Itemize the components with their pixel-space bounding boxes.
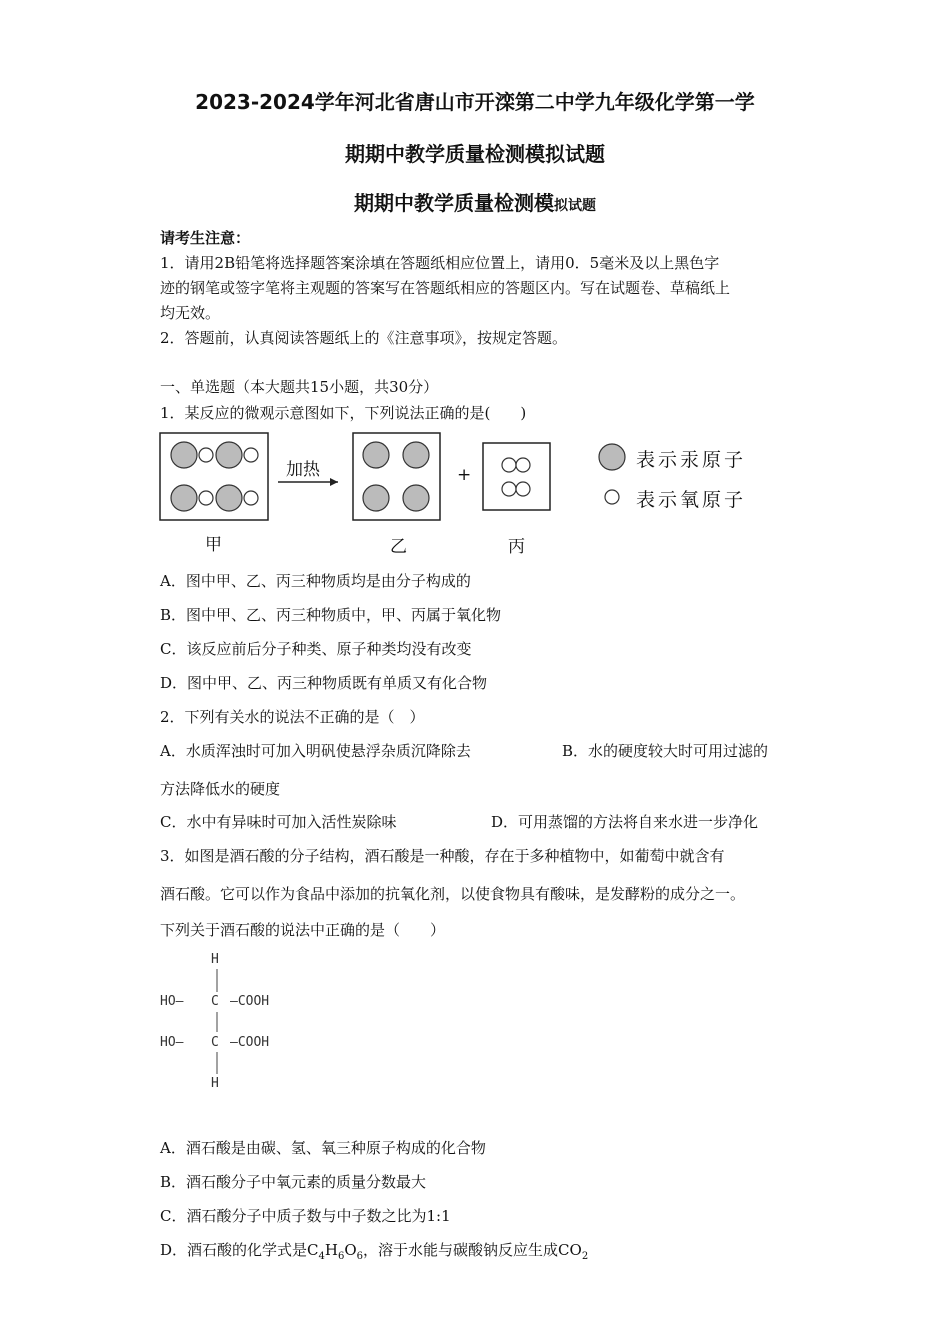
hg-atom xyxy=(216,485,242,511)
legend-hg-icon xyxy=(599,444,625,470)
q1-option-c: C．该反应前后分子种类、原子种类均没有改变 xyxy=(160,640,472,658)
tartaric-acid-structure xyxy=(158,950,298,1100)
label-yi: 乙 xyxy=(390,537,407,557)
q3-option-d-prefix: D．酒石酸的化学式是C xyxy=(160,1241,319,1259)
o-atom xyxy=(244,491,258,505)
q1-option-d: D．图中甲、乙、丙三种物质既有单质又有化合物 xyxy=(160,674,488,692)
legend-hg-label: 表示汞原子 xyxy=(636,449,747,471)
struct-row2-right: —COOH xyxy=(230,1035,270,1050)
q3-stem-line1: 3．如图是酒石酸的分子结构，酒石酸是一种酸，存在于多种植物中，如葡萄中就含有 xyxy=(160,847,725,865)
legend-o-icon xyxy=(605,490,619,504)
page-title-line3-main: 期期中教学质量检测模 xyxy=(354,191,554,215)
struct-row1-right: —COOH xyxy=(230,994,270,1009)
o-atom xyxy=(516,458,530,472)
q1-option-b: B．图中甲、乙、丙三种物质中，甲、丙属于氧化物 xyxy=(160,606,502,624)
struct-h-bottom: H xyxy=(211,1076,219,1091)
q2-option-c: C．水中有异味时可加入活性炭除味 xyxy=(160,813,397,831)
q2-option-a: A．水质浑浊时可加入明矾使悬浮杂质沉降除去 xyxy=(160,742,471,760)
q3-option-d-sub3: 6 xyxy=(356,1251,364,1262)
o-atom xyxy=(244,448,258,462)
q3-option-c: C．酒石酸分子中质子数与中子数之比为1:1 xyxy=(160,1207,451,1225)
hg-atom xyxy=(363,485,389,511)
q1-stem: 1．某反应的微观示意图如下，下列说法正确的是( ) xyxy=(160,404,527,422)
page-title-line2: 期期中教学质量检测模拟试题 xyxy=(345,142,605,166)
q3-option-d-sub4: 2 xyxy=(581,1251,589,1262)
q3-option-d xyxy=(160,1239,588,1262)
hg-atom xyxy=(363,442,389,468)
label-bing: 丙 xyxy=(508,537,525,557)
arrow-head xyxy=(330,478,338,486)
q3-option-d-suffix: ，溶于水能与碳酸钠反应生成CO xyxy=(363,1241,582,1259)
o-atom xyxy=(199,491,213,505)
arrow-label: 加热 xyxy=(286,460,320,480)
struct-row2-left: HO— xyxy=(160,1035,184,1050)
notice-item1-line1: 1．请用2B铅笔将选择题答案涂填在答题纸相应位置上，请用0．5毫米及以上黑色字 xyxy=(160,254,720,272)
page-title-line3 xyxy=(0,187,950,216)
page-title-line3-small: 拟试题 xyxy=(554,198,596,214)
notice-item1-line2: 迹的钢笔或签字笔将主观题的答案写在答题纸相应的答题区内。写在试题卷、草稿纸上 xyxy=(160,279,731,297)
q3-option-b: B．酒石酸分子中氧元素的质量分数最大 xyxy=(160,1173,427,1191)
q3-stem-line3: 下列关于酒石酸的说法中正确的是（ ） xyxy=(160,921,446,939)
o-atom xyxy=(516,482,530,496)
q1-option-a: A．图中甲、乙、丙三种物质均是由分子构成的 xyxy=(160,572,471,590)
q3-option-d-h: H xyxy=(324,1241,338,1259)
q3-option-d-sub1: 4 xyxy=(318,1251,325,1262)
notice-heading: 请考生注意： xyxy=(160,229,251,247)
struct-row2-c: C xyxy=(211,1035,219,1050)
struct-h-top: H xyxy=(211,952,219,967)
struct-row1-left: HO— xyxy=(160,994,184,1009)
hg-atom xyxy=(171,442,197,468)
section-heading: 一、单选题（本大题共15小题，共30分） xyxy=(160,378,439,396)
q3-option-d-sub2: 6 xyxy=(337,1251,345,1262)
plus-sign: + xyxy=(457,465,472,485)
notice-item2: 2．答题前，认真阅读答题纸上的《注意事项》，按规定答题。 xyxy=(160,329,568,347)
hg-atom xyxy=(171,485,197,511)
box-bing xyxy=(483,443,550,510)
q3-stem-line2: 酒石酸。它可以作为食品中添加的抗氧化剂，以使食物具有酸味，是发酵粉的成分之一。 xyxy=(160,885,746,903)
o-atom xyxy=(502,458,516,472)
hg-atom xyxy=(216,442,242,468)
hg-atom xyxy=(403,442,429,468)
page-title-line1: 2023-2024学年河北省唐山市开滦第二中学九年级化学第一学 xyxy=(195,90,755,114)
hg-atom xyxy=(403,485,429,511)
o-atom xyxy=(199,448,213,462)
label-jia: 甲 xyxy=(205,535,222,555)
notice-item1-line3: 均无效。 xyxy=(160,304,221,322)
legend-o-label: 表示氧原子 xyxy=(636,489,747,511)
q2-option-b-cont: 方法降低水的硬度 xyxy=(160,780,281,798)
q2-option-d: D．可用蒸馏的方法将自来水进一步净化 xyxy=(491,813,759,831)
q3-option-a: A．酒石酸是由碳、氢、氧三种原子构成的化合物 xyxy=(160,1139,486,1157)
o-atom xyxy=(502,482,516,496)
q3-option-d-o: O xyxy=(344,1241,357,1259)
struct-row1-c: C xyxy=(211,994,219,1009)
q2-option-b: B．水的硬度较大时可用过滤的 xyxy=(562,742,769,760)
q2-stem: 2．下列有关水的说法不正确的是（ ） xyxy=(160,708,425,726)
